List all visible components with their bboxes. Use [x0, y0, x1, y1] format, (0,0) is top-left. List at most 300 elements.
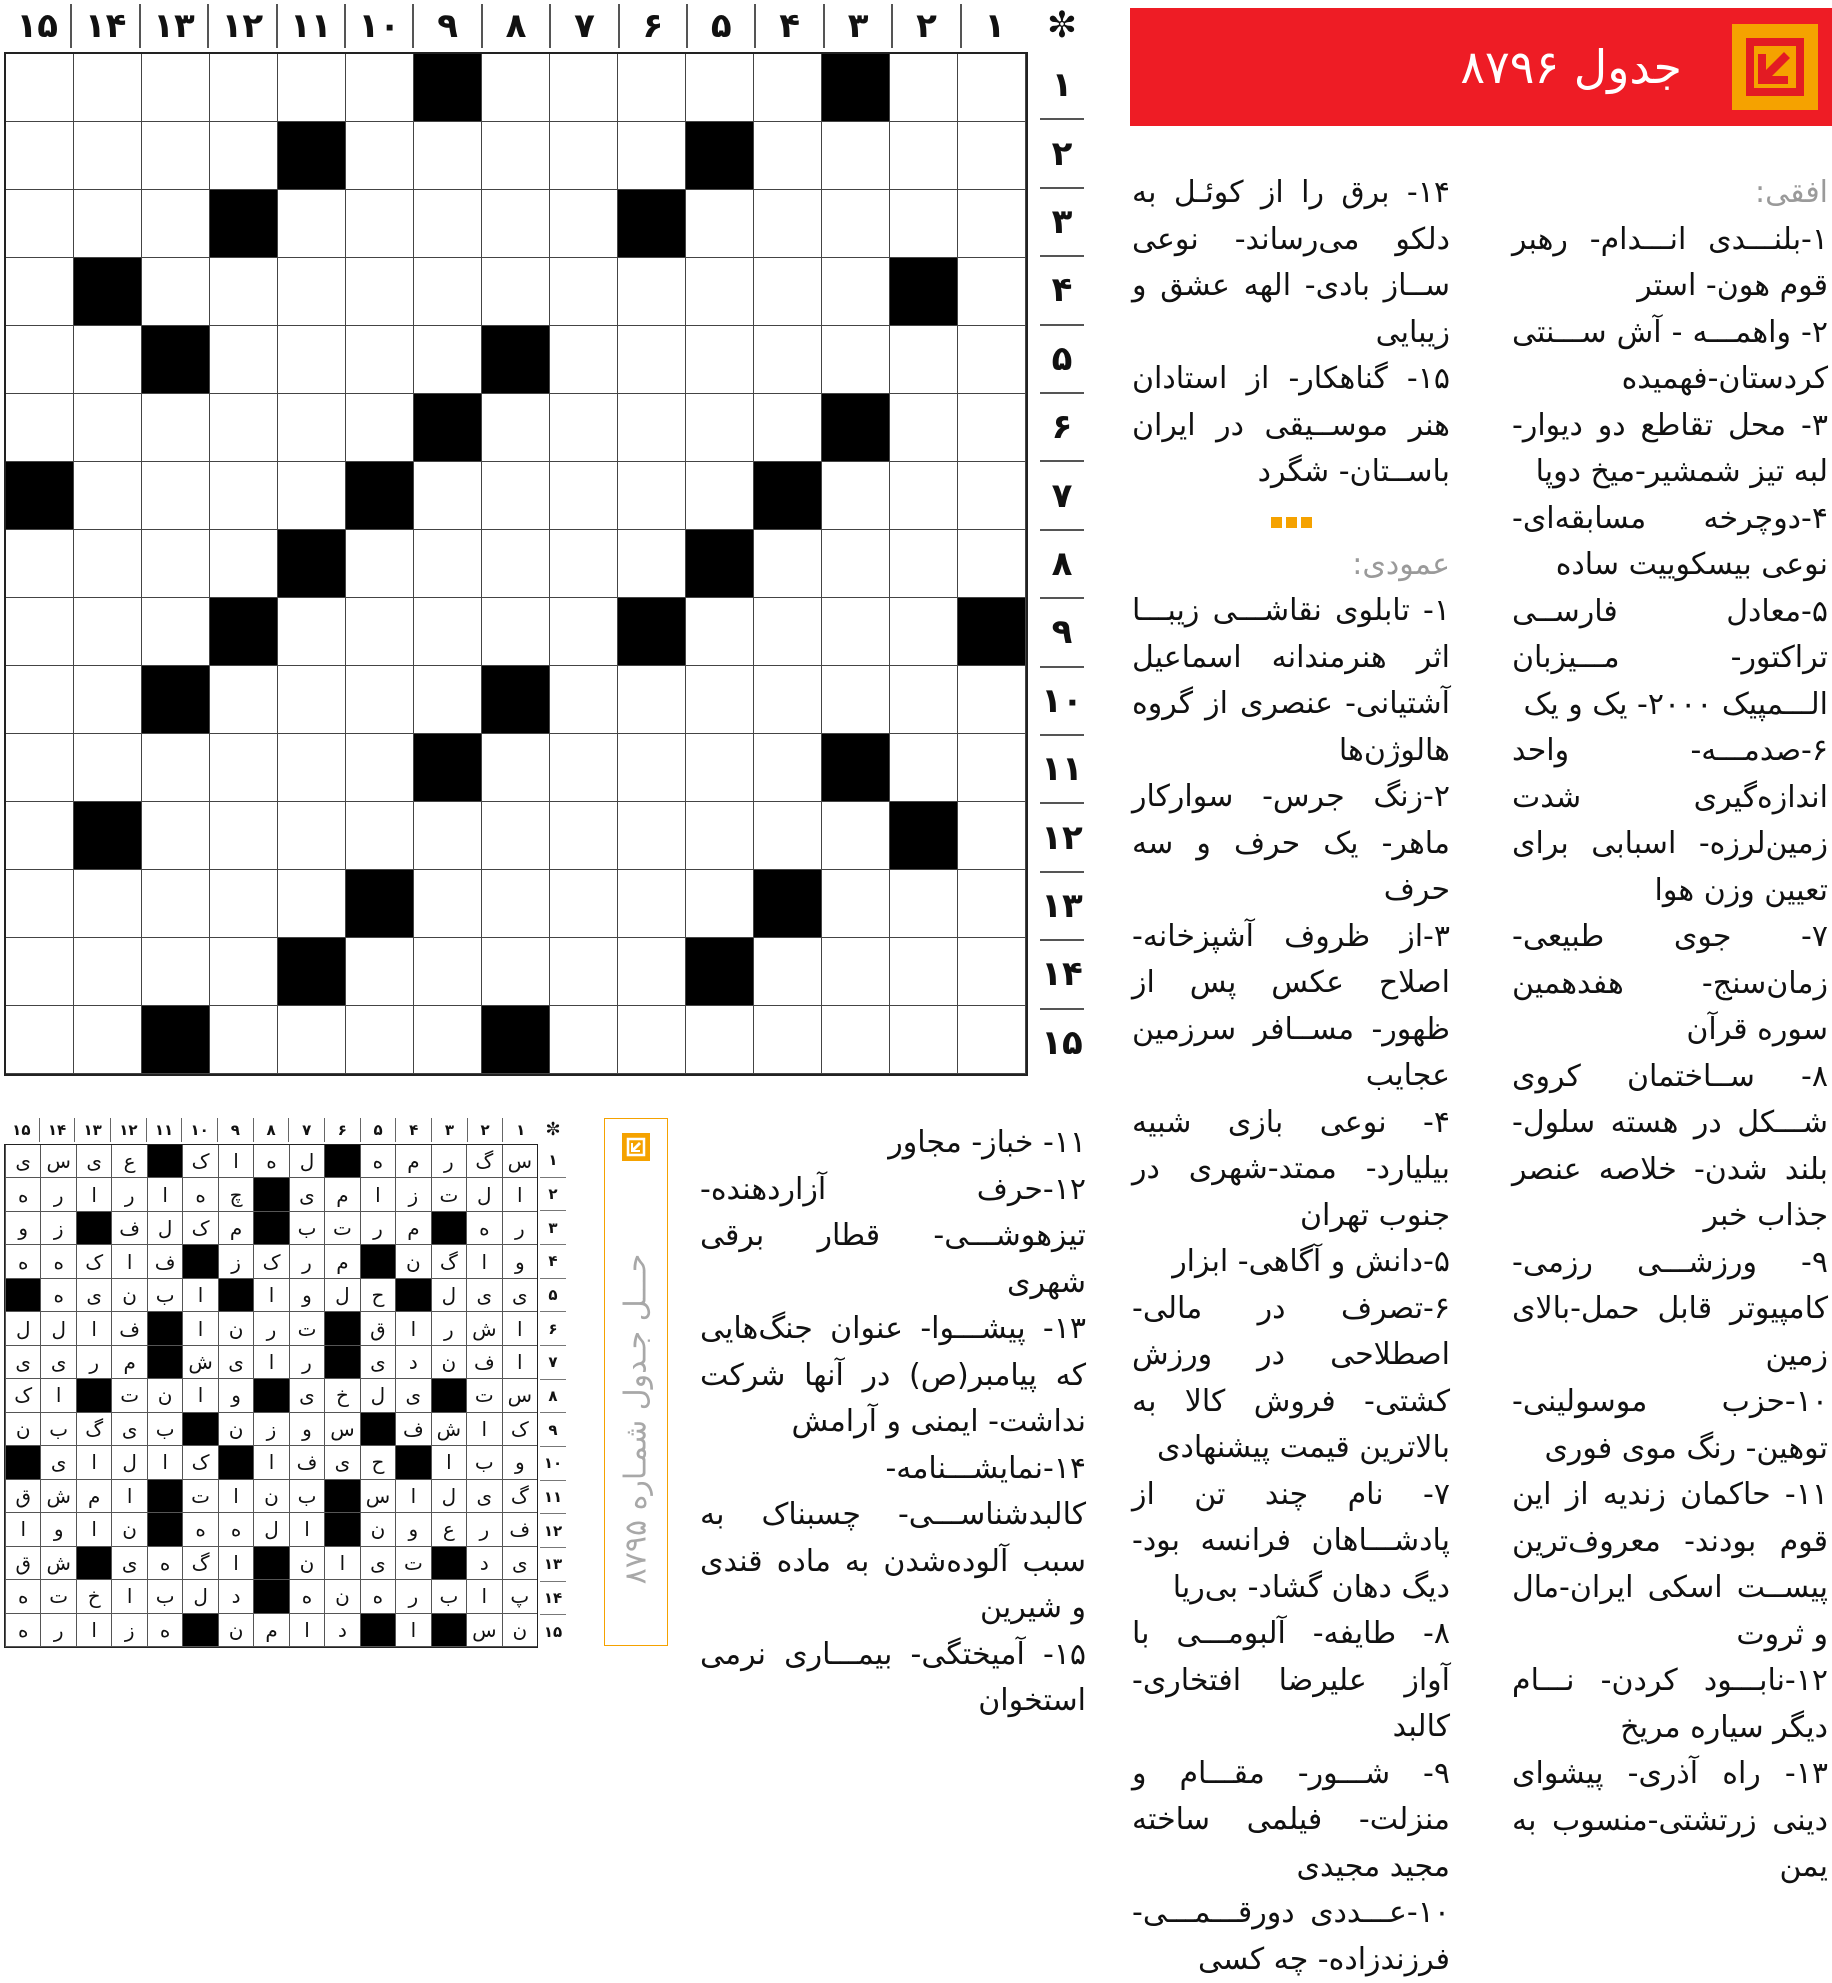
empty-cell[interactable] [6, 666, 74, 734]
empty-cell[interactable] [142, 258, 210, 326]
empty-cell[interactable] [686, 734, 754, 802]
empty-cell[interactable] [74, 54, 142, 122]
empty-cell[interactable] [686, 190, 754, 258]
black-cell [890, 258, 958, 326]
empty-cell[interactable] [278, 258, 346, 326]
empty-cell[interactable] [6, 802, 74, 870]
empty-cell[interactable] [618, 530, 686, 598]
empty-cell[interactable] [618, 54, 686, 122]
solution-letter-cell: ه [40, 1279, 75, 1312]
empty-cell[interactable] [414, 938, 482, 1006]
clue-item: ۱۱- خباز- مجاور [888, 1125, 1086, 1160]
empty-cell[interactable] [958, 666, 1026, 734]
empty-cell[interactable] [142, 394, 210, 462]
newspaper-logo-icon [1732, 24, 1818, 110]
empty-cell[interactable] [414, 190, 482, 258]
empty-cell[interactable] [414, 666, 482, 734]
solution-black-cell [324, 1145, 359, 1178]
empty-cell[interactable] [686, 326, 754, 394]
empty-cell[interactable] [890, 462, 958, 530]
empty-cell[interactable] [958, 938, 1026, 1006]
empty-cell[interactable] [822, 1006, 890, 1074]
empty-cell[interactable] [142, 870, 210, 938]
empty-cell[interactable] [482, 462, 550, 530]
empty-cell[interactable] [142, 598, 210, 666]
solution-letter-cell: ن [502, 1614, 537, 1647]
solution-letter-cell: ف [147, 1245, 182, 1278]
solution-letter-cell: ک [182, 1446, 217, 1479]
crossword-grid[interactable] [4, 52, 1028, 1076]
empty-cell[interactable] [550, 598, 618, 666]
empty-cell[interactable] [414, 1006, 482, 1074]
empty-cell[interactable] [890, 734, 958, 802]
empty-cell[interactable] [6, 122, 74, 190]
empty-cell[interactable] [958, 190, 1026, 258]
solution-column-number: ۳ [431, 1118, 467, 1142]
empty-cell[interactable] [346, 122, 414, 190]
solution-letter-cell: ن [5, 1413, 40, 1446]
empty-cell[interactable] [686, 394, 754, 462]
empty-cell[interactable] [6, 530, 74, 598]
solution-letter-cell: ا [76, 1312, 111, 1345]
solution-letter-cell: ل [182, 1580, 217, 1613]
empty-cell[interactable] [278, 1006, 346, 1074]
empty-cell[interactable] [618, 870, 686, 938]
empty-cell[interactable] [550, 938, 618, 1006]
solution-column-number: ۱۲ [110, 1118, 146, 1142]
empty-cell[interactable] [74, 938, 142, 1006]
empty-cell[interactable] [686, 54, 754, 122]
empty-cell[interactable] [278, 734, 346, 802]
empty-cell[interactable] [550, 462, 618, 530]
empty-cell[interactable] [754, 802, 822, 870]
empty-cell[interactable] [74, 870, 142, 938]
empty-cell[interactable] [754, 258, 822, 326]
empty-cell[interactable] [74, 1006, 142, 1074]
empty-cell[interactable] [890, 394, 958, 462]
empty-cell[interactable] [278, 326, 346, 394]
solution-row-number: ۹ [540, 1413, 566, 1447]
black-cell [686, 122, 754, 190]
solution-letter-cell: ب [147, 1580, 182, 1613]
main-row-number: ۱۲ [1040, 804, 1084, 872]
empty-cell[interactable] [754, 666, 822, 734]
empty-cell[interactable] [414, 462, 482, 530]
empty-cell[interactable] [6, 394, 74, 462]
solution-letter-cell: ر [502, 1212, 537, 1245]
empty-cell[interactable] [618, 938, 686, 1006]
empty-cell[interactable] [346, 938, 414, 1006]
empty-cell[interactable] [414, 258, 482, 326]
solution-letter-cell: ر [289, 1346, 324, 1379]
empty-cell[interactable] [414, 326, 482, 394]
solution-letter-cell: ب [147, 1413, 182, 1446]
solution-letter-cell: ن [111, 1513, 146, 1546]
empty-cell[interactable] [754, 326, 822, 394]
empty-cell[interactable] [6, 938, 74, 1006]
empty-cell[interactable] [822, 598, 890, 666]
solution-letter-cell: ش [431, 1413, 466, 1446]
empty-cell[interactable] [210, 258, 278, 326]
empty-cell[interactable] [210, 1006, 278, 1074]
solution-letter-cell: ت [431, 1178, 466, 1211]
solution-letter-cell: ب [40, 1413, 75, 1446]
solution-letter-cell: ف [502, 1513, 537, 1546]
solution-letter-cell: ت [289, 1312, 324, 1345]
black-cell [142, 326, 210, 394]
empty-cell[interactable] [482, 870, 550, 938]
solution-letter-cell: ل [5, 1312, 40, 1345]
empty-cell[interactable] [754, 122, 822, 190]
solution-letter-cell: ل [111, 1446, 146, 1479]
solution-letter-cell: ا [76, 1513, 111, 1546]
empty-cell[interactable] [142, 734, 210, 802]
empty-cell[interactable] [346, 734, 414, 802]
empty-cell[interactable] [618, 734, 686, 802]
empty-cell[interactable] [890, 666, 958, 734]
empty-cell[interactable] [142, 802, 210, 870]
empty-cell[interactable] [346, 326, 414, 394]
solution-letter-cell: ا [466, 1580, 501, 1613]
empty-cell[interactable] [890, 54, 958, 122]
solution-letter-cell: م [324, 1178, 359, 1211]
solution-letter-cell: د [395, 1346, 430, 1379]
empty-cell[interactable] [618, 258, 686, 326]
empty-cell[interactable] [550, 1006, 618, 1074]
empty-cell[interactable] [210, 394, 278, 462]
empty-cell[interactable] [414, 530, 482, 598]
clue-item: ۱-بلنـــدی انـــدام- رهبر قوم هون- استر [1512, 221, 1828, 303]
clue-item: ۵-معادل فارســی تراکتور- مـــیزبان الـــمپیک ۲۰۰۰- یک و یک [1512, 593, 1828, 722]
empty-cell[interactable] [686, 802, 754, 870]
solution-letter-cell: و [395, 1513, 430, 1546]
empty-cell[interactable] [822, 326, 890, 394]
empty-cell[interactable] [210, 938, 278, 1006]
empty-cell[interactable] [6, 190, 74, 258]
solution-title-panel [604, 1118, 668, 1646]
empty-cell[interactable] [958, 122, 1026, 190]
empty-cell[interactable] [890, 530, 958, 598]
empty-cell[interactable] [550, 870, 618, 938]
empty-cell[interactable] [958, 462, 1026, 530]
empty-cell[interactable] [482, 394, 550, 462]
solution-letter-cell: ا [502, 1178, 537, 1211]
solution-letter-cell: ا [40, 1379, 75, 1412]
empty-cell[interactable] [618, 394, 686, 462]
solution-letter-cell: ا [502, 1312, 537, 1345]
solution-letter-cell: ا [76, 1178, 111, 1211]
empty-cell[interactable] [482, 258, 550, 326]
solution-black-cell [253, 1212, 288, 1245]
empty-cell[interactable] [142, 938, 210, 1006]
solution-letter-cell: ر [40, 1614, 75, 1647]
empty-cell[interactable] [346, 54, 414, 122]
solution-letter-cell: ن [324, 1580, 359, 1613]
empty-cell[interactable] [482, 530, 550, 598]
empty-cell[interactable] [754, 394, 822, 462]
solution-black-cell [147, 1346, 182, 1379]
empty-cell[interactable] [142, 190, 210, 258]
empty-cell[interactable] [550, 734, 618, 802]
solution-letter-cell: ل [360, 1379, 395, 1412]
empty-cell[interactable] [822, 190, 890, 258]
empty-cell[interactable] [550, 122, 618, 190]
empty-cell[interactable] [142, 530, 210, 598]
solution-letter-cell: ی [5, 1145, 40, 1178]
empty-cell[interactable] [74, 734, 142, 802]
empty-cell[interactable] [550, 394, 618, 462]
empty-cell[interactable] [74, 598, 142, 666]
empty-cell[interactable] [482, 734, 550, 802]
empty-cell[interactable] [754, 54, 822, 122]
solution-black-cell [253, 1379, 288, 1412]
black-cell [74, 258, 142, 326]
empty-cell[interactable] [74, 326, 142, 394]
empty-cell[interactable] [890, 326, 958, 394]
empty-cell[interactable] [754, 598, 822, 666]
solution-letter-cell: ن [147, 1379, 182, 1412]
solution-letter-cell: ا [360, 1178, 395, 1211]
black-cell [414, 394, 482, 462]
empty-cell[interactable] [754, 1006, 822, 1074]
empty-cell[interactable] [686, 598, 754, 666]
solution-letter-cell: ش [40, 1547, 75, 1580]
empty-cell[interactable] [210, 666, 278, 734]
black-cell [822, 54, 890, 122]
empty-cell[interactable] [346, 258, 414, 326]
empty-cell[interactable] [822, 462, 890, 530]
empty-cell[interactable] [142, 54, 210, 122]
empty-cell[interactable] [346, 666, 414, 734]
empty-cell[interactable] [278, 802, 346, 870]
solution-letter-cell: ف [111, 1212, 146, 1245]
black-cell [142, 666, 210, 734]
main-row-number: ۱۴ [1040, 941, 1084, 1009]
empty-cell[interactable] [890, 938, 958, 1006]
black-cell [958, 598, 1026, 666]
empty-cell[interactable] [6, 54, 74, 122]
solution-letter-cell: ه [147, 1547, 182, 1580]
solution-letter-cell: ی [218, 1346, 253, 1379]
empty-cell[interactable] [74, 122, 142, 190]
empty-cell[interactable] [210, 870, 278, 938]
solution-black-cell [431, 1379, 466, 1412]
empty-cell[interactable] [754, 530, 822, 598]
empty-cell[interactable] [550, 530, 618, 598]
empty-cell[interactable] [890, 190, 958, 258]
empty-cell[interactable] [414, 870, 482, 938]
empty-cell[interactable] [890, 122, 958, 190]
empty-cell[interactable] [618, 326, 686, 394]
solution-letter-cell: ی [111, 1413, 146, 1446]
empty-cell[interactable] [822, 530, 890, 598]
black-cell [822, 394, 890, 462]
solution-letter-cell: ه [147, 1614, 182, 1647]
solution-column-number: ۹ [217, 1118, 253, 1142]
empty-cell[interactable] [550, 258, 618, 326]
solution-letter-cell: ه [5, 1614, 40, 1647]
empty-cell[interactable] [550, 326, 618, 394]
empty-cell[interactable] [618, 802, 686, 870]
empty-cell[interactable] [278, 870, 346, 938]
empty-cell[interactable] [278, 462, 346, 530]
clue-item: ۲-زنگ جرس- سوارکار ماهر- یک حرف و سه حرف [1132, 779, 1450, 907]
empty-cell[interactable] [6, 734, 74, 802]
empty-cell[interactable] [346, 1006, 414, 1074]
clue-item: ۱۲-نابـــود کردن- نـــام دیگر سیاره مریخ [1512, 1663, 1828, 1745]
solution-letter-cell: ل [40, 1312, 75, 1345]
empty-cell[interactable] [74, 190, 142, 258]
empty-cell[interactable] [686, 462, 754, 530]
empty-cell[interactable] [958, 394, 1026, 462]
solution-letter-cell: ا [289, 1614, 324, 1647]
empty-cell[interactable] [482, 938, 550, 1006]
empty-cell[interactable] [278, 394, 346, 462]
empty-cell[interactable] [278, 54, 346, 122]
empty-cell[interactable] [210, 462, 278, 530]
black-cell [6, 462, 74, 530]
clue-item: ۲- واهمـــه - آش ســـنتی کردستان-فهمیده [1512, 314, 1828, 396]
empty-cell[interactable] [74, 530, 142, 598]
clue-item: ۴- نوعی بازی شبیه بیلیارد- ممتد-شهری در جنوب تهران [1132, 1104, 1450, 1233]
empty-cell[interactable] [958, 1006, 1026, 1074]
black-cell [686, 938, 754, 1006]
empty-cell[interactable] [346, 598, 414, 666]
empty-cell[interactable] [278, 598, 346, 666]
solution-black-cell [218, 1446, 253, 1479]
empty-cell[interactable] [822, 258, 890, 326]
empty-cell[interactable] [210, 122, 278, 190]
solution-letter-cell: م [395, 1212, 430, 1245]
solution-letter-cell: ق [360, 1312, 395, 1345]
empty-cell[interactable] [822, 870, 890, 938]
empty-cell[interactable] [822, 802, 890, 870]
main-row-number: ۴ [1040, 257, 1084, 325]
empty-cell[interactable] [958, 802, 1026, 870]
empty-cell[interactable] [686, 666, 754, 734]
empty-cell[interactable] [482, 598, 550, 666]
solution-logo-icon [622, 1133, 650, 1161]
empty-cell[interactable] [890, 870, 958, 938]
solution-letter-cell: م [324, 1245, 359, 1278]
empty-cell[interactable] [142, 122, 210, 190]
empty-cell[interactable] [958, 54, 1026, 122]
black-cell [278, 122, 346, 190]
empty-cell[interactable] [346, 394, 414, 462]
empty-cell[interactable] [210, 54, 278, 122]
empty-cell[interactable] [958, 870, 1026, 938]
empty-cell[interactable] [958, 326, 1026, 394]
solution-letter-cell: ش [182, 1346, 217, 1379]
empty-cell[interactable] [754, 938, 822, 1006]
black-cell [210, 190, 278, 258]
solution-letter-cell: ر [253, 1312, 288, 1345]
solution-letter-cell: ا [76, 1446, 111, 1479]
empty-cell[interactable] [74, 462, 142, 530]
empty-cell[interactable] [618, 462, 686, 530]
solution-letter-cell: ل [253, 1513, 288, 1546]
solution-letter-cell: ی [360, 1547, 395, 1580]
empty-cell[interactable] [890, 1006, 958, 1074]
empty-cell[interactable] [550, 666, 618, 734]
empty-cell[interactable] [6, 326, 74, 394]
empty-cell[interactable] [686, 1006, 754, 1074]
empty-cell[interactable] [346, 190, 414, 258]
solution-row-number: ۵ [540, 1279, 566, 1313]
empty-cell[interactable] [822, 666, 890, 734]
black-cell [822, 734, 890, 802]
empty-cell[interactable] [890, 598, 958, 666]
empty-cell[interactable] [958, 734, 1026, 802]
empty-cell[interactable] [618, 666, 686, 734]
empty-cell[interactable] [958, 258, 1026, 326]
empty-cell[interactable] [550, 802, 618, 870]
solution-letter-cell: ک [76, 1245, 111, 1278]
empty-cell[interactable] [686, 870, 754, 938]
main-row-number: ۹ [1040, 599, 1084, 667]
empty-cell[interactable] [754, 734, 822, 802]
empty-cell[interactable] [958, 530, 1026, 598]
empty-cell[interactable] [210, 802, 278, 870]
empty-cell[interactable] [618, 1006, 686, 1074]
empty-cell[interactable] [278, 190, 346, 258]
main-row-number: ۲ [1040, 120, 1084, 188]
solution-letter-cell: ا [218, 1547, 253, 1580]
empty-cell[interactable] [414, 802, 482, 870]
empty-cell[interactable] [482, 802, 550, 870]
empty-cell[interactable] [822, 938, 890, 1006]
empty-cell[interactable] [6, 1006, 74, 1074]
empty-cell[interactable] [754, 190, 822, 258]
empty-cell[interactable] [550, 54, 618, 122]
solution-letter-cell: ن [289, 1547, 324, 1580]
empty-cell[interactable] [210, 326, 278, 394]
empty-cell[interactable] [346, 802, 414, 870]
solution-column-number: ۸ [253, 1118, 289, 1142]
solution-letter-cell: م [218, 1212, 253, 1245]
solution-black-cell [324, 1312, 359, 1345]
solution-black-cell [360, 1245, 395, 1278]
empty-cell[interactable] [278, 666, 346, 734]
empty-cell[interactable] [414, 598, 482, 666]
main-column-number: ۹ [412, 4, 480, 48]
empty-cell[interactable] [482, 122, 550, 190]
empty-cell[interactable] [6, 598, 74, 666]
empty-cell[interactable] [210, 530, 278, 598]
empty-cell[interactable] [6, 870, 74, 938]
main-row-numbers [1040, 52, 1084, 1076]
empty-cell[interactable] [618, 122, 686, 190]
empty-cell[interactable] [346, 530, 414, 598]
solution-column-number: ۱ [502, 1118, 538, 1142]
solution-black-cell [360, 1413, 395, 1446]
empty-cell[interactable] [550, 190, 618, 258]
empty-cell[interactable] [482, 54, 550, 122]
clue-item: ۱۱- حاکمان زندیه از این قوم بودند- معروف‌ترین پیســت اسکی ایران-مال و ثروت [1512, 1477, 1828, 1652]
empty-cell[interactable] [74, 666, 142, 734]
main-column-number: ۱۳ [139, 4, 207, 48]
empty-cell[interactable] [6, 258, 74, 326]
solution-letter-cell: ا [111, 1580, 146, 1613]
empty-cell[interactable] [74, 394, 142, 462]
empty-cell[interactable] [210, 734, 278, 802]
empty-cell[interactable] [686, 258, 754, 326]
empty-cell[interactable] [414, 122, 482, 190]
empty-cell[interactable] [822, 122, 890, 190]
solution-row-number: ۸ [540, 1380, 566, 1414]
empty-cell[interactable] [482, 190, 550, 258]
empty-cell[interactable] [142, 462, 210, 530]
